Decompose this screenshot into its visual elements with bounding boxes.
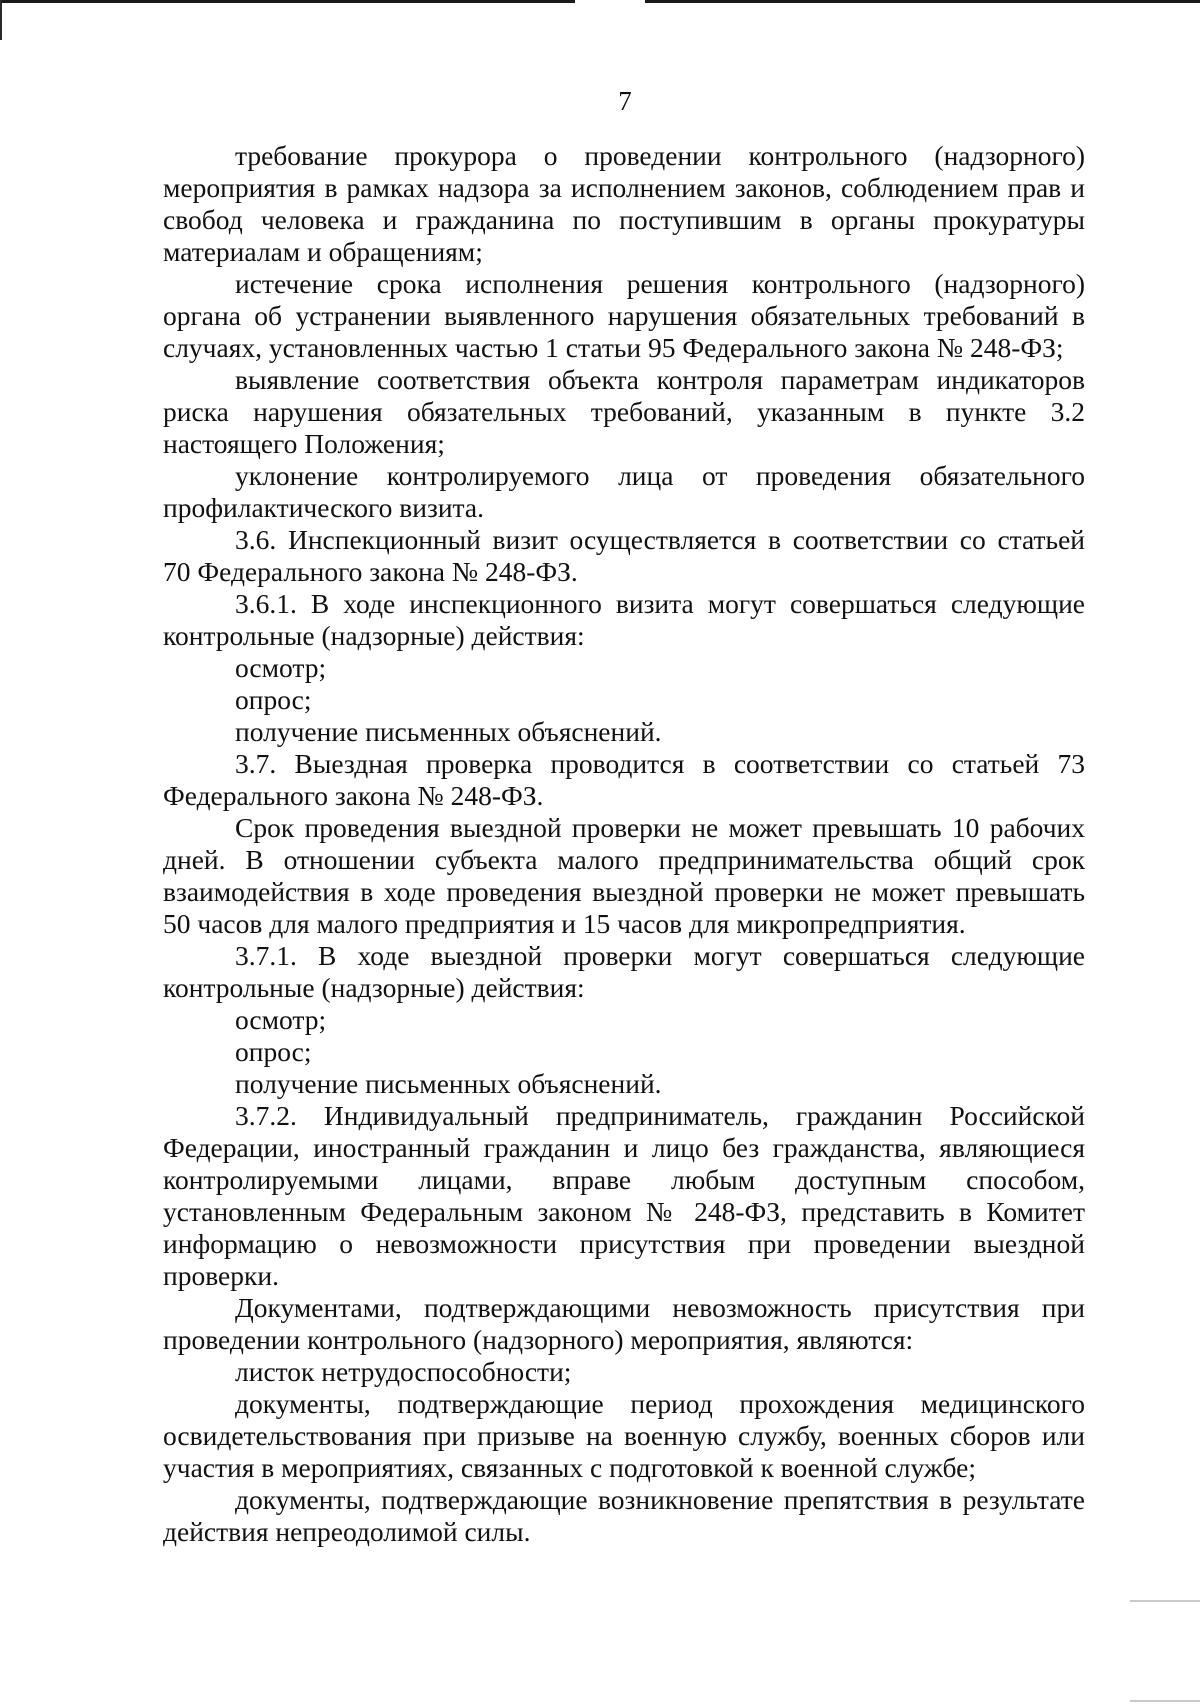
paragraph: Документами, подтверждающими невозможность присутствия при проведении контрольного (надзорного) мероприятия, являются: xyxy=(163,1292,1085,1355)
scan-artifact xyxy=(1130,1600,1200,1602)
list-item: опрос; xyxy=(235,684,312,715)
paragraph: Срок проведения выездной проверки не может превышать 10 рабочих дней. В отношении субъекта малого предпринимательства общий срок взаимодействия в ходе проведения выездной проверки не может превышать 50 часов для малого предприятия и 15 часов для микропредприятия. xyxy=(163,812,1085,939)
scan-artifact xyxy=(1130,1700,1200,1702)
paragraph: 3.6. Инспекционный визит осуществляется в соответствии со статьей 70 Федерального закона № 248-ФЗ. xyxy=(163,524,1085,587)
list-item: осмотр; xyxy=(235,1004,327,1035)
scan-left-edge xyxy=(0,0,2,40)
paragraph: 3.7.1. В ходе выездной проверки могут совершаться следующие контрольные (надзорные) действия: xyxy=(163,940,1085,1003)
document-body xyxy=(163,140,1085,1548)
list-item: документы, подтверждающие возникновение препятствия в результате действия непреодолимой силы. xyxy=(163,1484,1085,1547)
paragraph: требование прокурора о проведении контрольного (надзорного) мероприятия в рамках надзора за исполнением законов, соблюдением прав и свобод человека и гражданина по поступившим в органы прокуратуры материалам и обращениям; xyxy=(163,140,1085,267)
paragraph: уклонение контролируемого лица от проведения обязательного профилактического визита. xyxy=(163,460,1085,523)
list-item: документы, подтверждающие период прохождения медицинского освидетельствования при призыве на военную службу, военных сборов или участия в мероприятиях, связанных с подготовкой к военной службе; xyxy=(163,1388,1085,1483)
list-item: получение письменных объяснений. xyxy=(235,1068,662,1099)
paragraph: истечение срока исполнения решения контрольного (надзорного) органа об устранении выявленного нарушения обязательных требований в случаях, установленных частью 1 статьи 95 Федерального закона № 248-ФЗ; xyxy=(163,268,1085,363)
scan-top-edge-gap xyxy=(575,0,645,3)
list-item: осмотр; xyxy=(235,652,327,683)
paragraph: 3.7.2. Индивидуальный предприниматель, гражданин Российской Федерации, иностранный гражданин и лицо без гражданства, являющиеся контролируемыми лицами, вправе любым доступным способом, установленным Федеральным законом № 248-ФЗ, представить в Комитет информацию о невозможности присутствия при проведении выездной проверки. xyxy=(163,1100,1085,1291)
page-number: 7 xyxy=(618,86,632,116)
list-item: листок нетрудоспособности; xyxy=(235,1356,572,1387)
paragraph: 3.6.1. В ходе инспекционного визита могут совершаться следующие контрольные (надзорные) действия: xyxy=(163,588,1085,651)
paragraph: выявление соответствия объекта контроля параметрам индикаторов риска нарушения обязательных требований, указанным в пункте 3.2 настоящего Положения; xyxy=(163,364,1085,459)
paragraph: 3.7. Выездная проверка проводится в соответствии со статьей 73 Федерального закона № 248-ФЗ. xyxy=(163,748,1085,811)
list-item: опрос; xyxy=(235,1036,312,1067)
list-item: получение письменных объяснений. xyxy=(235,716,662,747)
